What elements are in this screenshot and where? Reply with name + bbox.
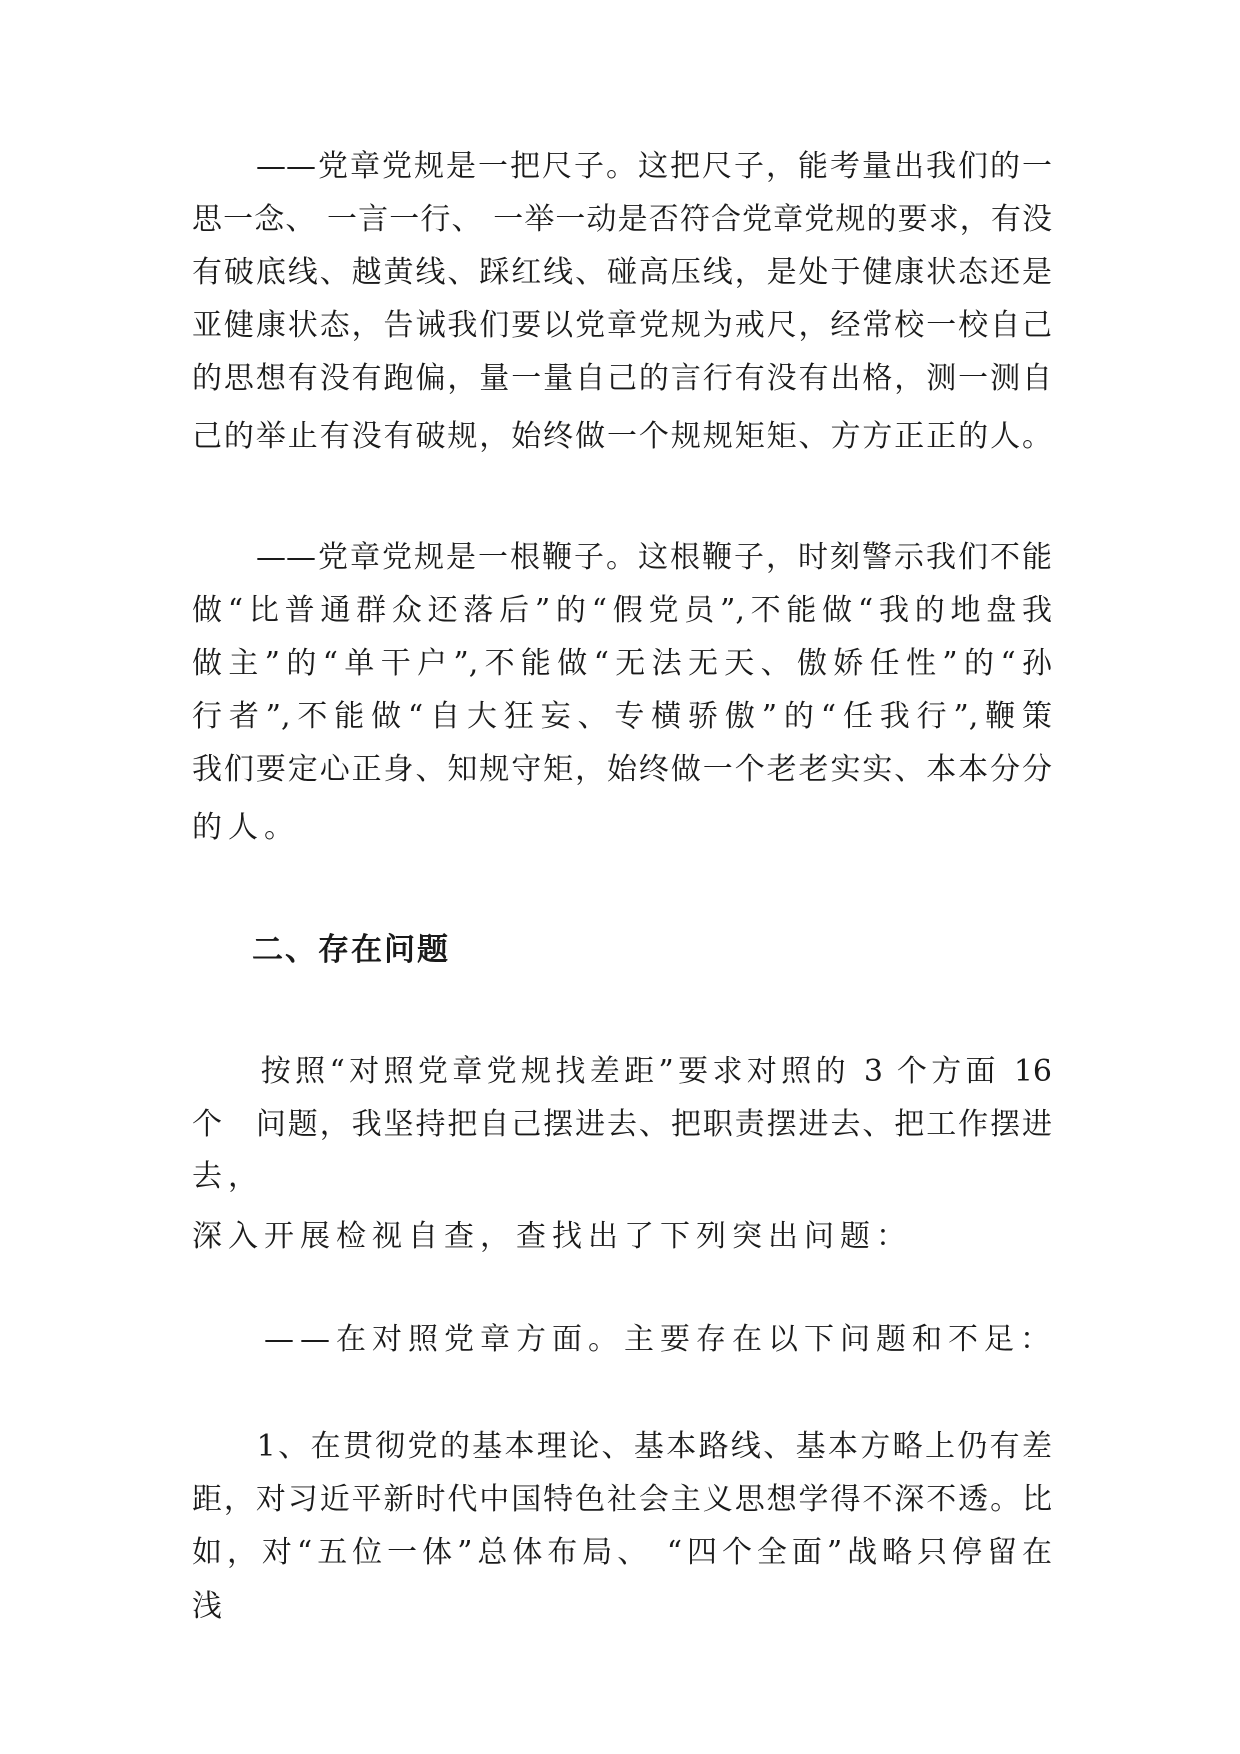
paragraph-1-line-6: 己的举止有没有破规，始终做一个规规矩矩、方方正正的人。 [192, 419, 1052, 454]
paragraph-2-line-2: 做“比普通群众还落后”的“假党员”,不能做“我的地盘我 [192, 593, 1052, 628]
paragraph-1-line-4: 亚健康状态，告诫我们要以党章党规为戒尺，经常校一校自己 [192, 308, 1052, 343]
section-heading: 二、存在问题 [252, 932, 450, 968]
paragraph-1-line-5: 的思想有没有跑偏，量一量自己的言行有没有出格，测一测自 [192, 361, 1052, 396]
paragraph-3-line-4: 深入开展检视自查，查找出了下列突出问题： [192, 1219, 912, 1254]
paragraph-3-line-3: 去， [192, 1159, 264, 1194]
paragraph-5-line-3: 如，对“五位一体”总体布局、 “四个全面”战略只停留在 [192, 1535, 1052, 1570]
paragraph-5-line-4: 浅 [192, 1589, 228, 1624]
paragraph-4-line-1: ——在对照党章方面。主要存在以下问题和不足： [192, 1322, 1056, 1357]
paragraph-1-line-1: ——党章党规是一把尺子。这把尺子，能考量出我们的一 [192, 149, 1052, 184]
paragraph-2-line-3: 做主”的“单干户”,不能做“无法无天、傲娇任性”的“孙 [192, 646, 1052, 681]
paragraph-3-line-1: 按照“对照党章党规找差距”要求对照的 3 个方面 16 [192, 1054, 1052, 1089]
paragraph-2-line-5: 我们要定心正身、知规守矩，始终做一个老老实实、本本分分 [192, 752, 1052, 787]
paragraph-1-line-2: 思一念、 一言一行、 一举一动是否符合党章党规的要求，有没 [192, 202, 1052, 237]
paragraph-2-line-4: 行者”,不能做“自大狂妄、专横骄傲”的“任我行”,鞭策 [192, 699, 1052, 734]
paragraph-1-line-3: 有破底线、越黄线、踩红线、碰高压线，是处于健康状态还是 [192, 255, 1052, 290]
paragraph-5-line-1: 1、在贯彻党的基本理论、基本路线、基本方略上仍有差 [192, 1429, 1052, 1464]
paragraph-2-line-1: ——党章党规是一根鞭子。这根鞭子，时刻警示我们不能 [192, 540, 1052, 575]
paragraph-3-line-2: 个 问题，我坚持把自己摆进去、把职责摆进去、把工作摆进 [192, 1107, 1052, 1142]
paragraph-5-line-2: 距，对习近平新时代中国特色社会主义思想学得不深不透。比 [192, 1482, 1052, 1517]
paragraph-2-line-6: 的人。 [192, 810, 300, 845]
